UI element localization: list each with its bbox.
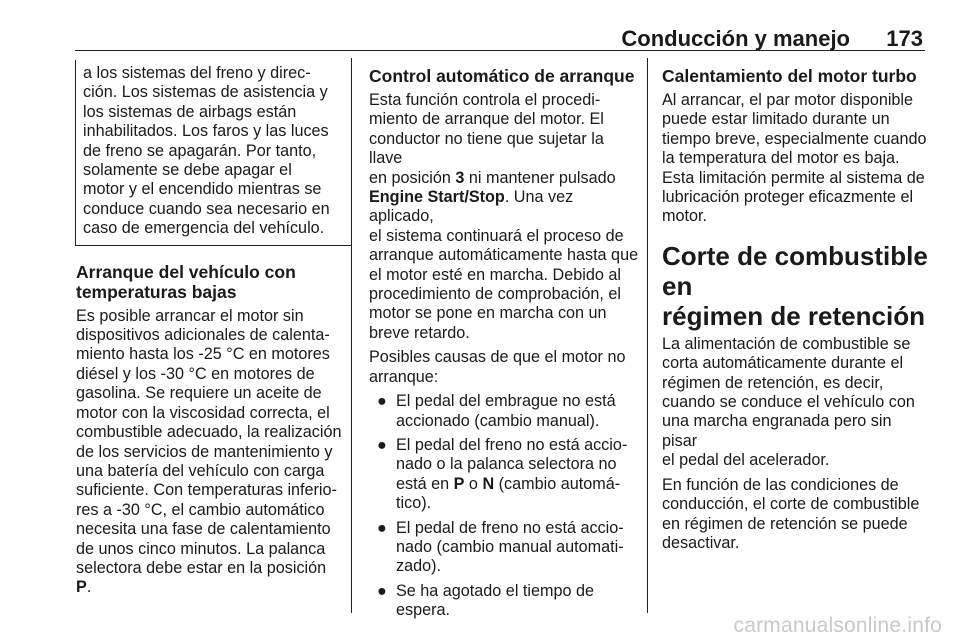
fuel-cutoff-heading: Corte de combustible en régimen de retención [662,240,928,331]
column-3 [662,60,930,558]
page-number: 173 [886,26,923,51]
warning-notice-box [75,60,352,246]
auto-start-body: Esta función controla el procedi- miento de arranque del motor. El conductor no tiene que sujetar la llave en posición 3 ni mantener pulsado Engine Start/Stop. Una vez aplicado, el sistema continuará el proceso de arranque automáticamente hasta que el motor esté en marcha. Debido al procedimiento de comprobación, el motor se pone en marcha con un breve retardo. [369,91,639,342]
list-item: ● Se ha agotado el tiempo de espera. [377,581,594,620]
auto-start-heading: Control automático de arranque [369,66,635,86]
engine-start-stop-label: Engine Start/Stop [369,188,505,207]
fuel-cutoff-body-2: En función de las condiciones de conducción, el corte de combustible en régimen de retención se puede desactivar. [662,475,920,552]
no-start-causes-intro: Posibles causas de que el motor no arranque: [369,348,626,386]
watermark: carmanualsonline.info [733,614,942,637]
cold-start-heading: Arranque del vehículo con temperaturas bajas [76,261,296,302]
fuel-cutoff-body-1: La alimentación de combustible se corta automáticamente durante el régimen de retención, es decir, cuando se conduce el vehículo con una marcha engranada pero sin pisar el pedal del acelerador. [662,334,915,470]
header-rule [75,50,925,51]
bullet-icon: ● [377,518,387,537]
bullet-icon: ● [377,581,387,600]
turbo-body: Al arrancar, el par motor disponible puede estar limitado durante un tiempo breve, especialmente cuando la temperatura del motor es baja. Esta limitación permite al sistema de lubricación proteger eficazmente el motor. [662,91,927,226]
list-item: ● El pedal de freno no está accio- nado (cambio manual automati- zado). [377,518,624,576]
list-item: ● El pedal del freno no está accio- nado o la palanca selectora no está en P o N (cambio automá- tico). [377,435,628,513]
position-p: P [76,578,87,597]
bullet-icon: ● [377,435,387,454]
column-2 [369,60,639,627]
turbo-heading: Calentamiento del motor turbo [662,66,917,86]
notice-text: a los sistemas del freno y direc- ción. Los sistemas de asistencia y los sistemas de airbags están inhabilitados. Los faros y las luces de freno se apagarán. Por tanto, solamente se debe apagar el motor y el encendido mientras se conduce cuando sea necesario en caso de emergencia del vehículo. [83,64,330,238]
no-start-causes-list [369,392,639,620]
cold-start-body: Es posible arrancar el motor sin dispositivos adicionales de calenta- miento hasta los -25 °C en motores diésel y los -30 °C en motores de gasolina. Se requiere un aceite de motor con la viscosidad correcta, el combustible adecuado, la realización de los servicios de mantenimiento y una batería del vehículo con carga suficiente. Con temperaturas inferio- res a -30 °C, el cambio automático necesita una fase de calentamiento de unos cinco minutos. La palanca selectora debe estar en la posición P. [76,306,342,597]
page-section-title: Conducción y manejo [621,26,850,51]
column-divider-2 [647,58,648,613]
list-item: ● El pedal del embrague no está accionado (cambio manual). [377,392,616,430]
column-1 [76,60,344,603]
bullet-icon: ● [377,392,387,411]
